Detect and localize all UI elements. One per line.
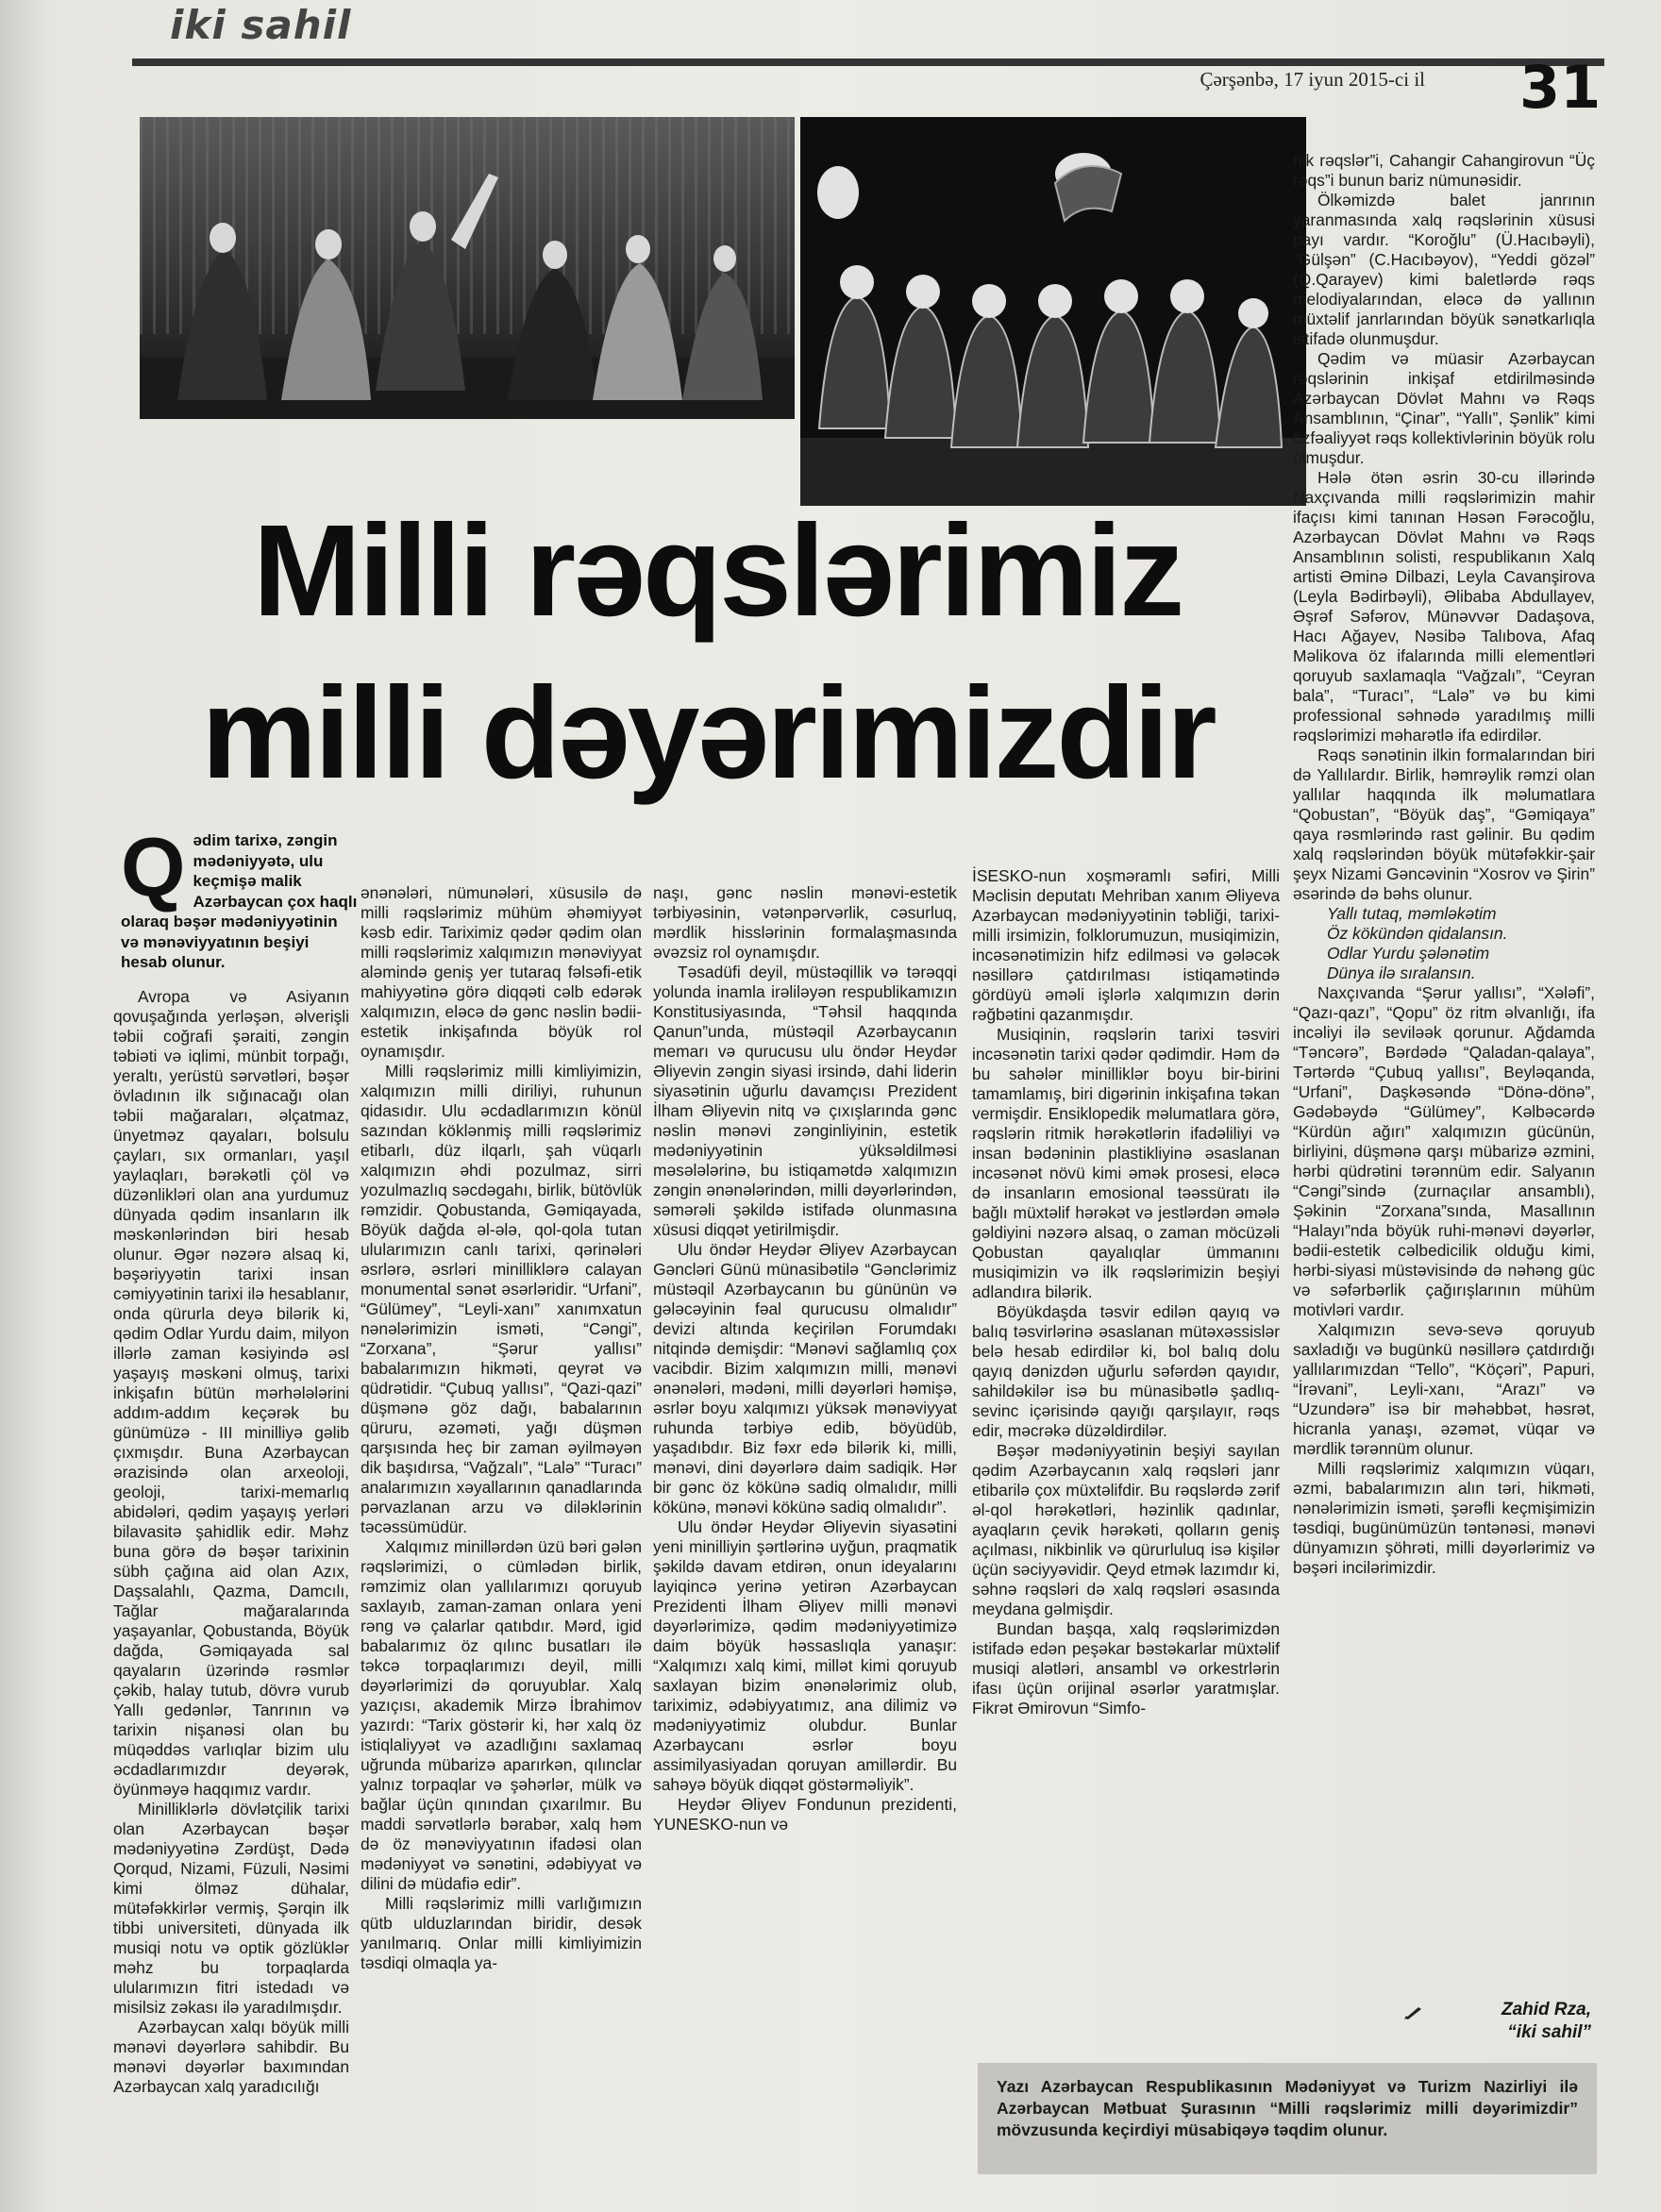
masthead-brand: iki sahil <box>170 2 352 48</box>
paragraph: Minilliklərlə dövlətçilik tarixi olan Azərbaycan bəşər mədəniyyətinə Zərdüşt, Dədə Qorqud, Nizami, Füzuli, Nəsimi kimi ölməz dühalar, mütəfəkkirlər vermiş, Şərqin ilk tibbi universiteti, dünyada ilk musiqi notu və optik gözlüklər məhz bu torpaqlarda ulularımızın fitri istedadı və misilsiz zəkası ilə yaradılmışdır. <box>113 1800 349 2017</box>
paragraph: Bundan başqa, xalq rəqslərimizdən istifadə edən peşəkar bəstəkarlar müxtəlif musiqi alətləri, ansambl və orkestrlərin ifası üçün orijinal əsərlər yaratmışlar. Fikrət Əmirovun “Simfo- <box>972 1619 1280 1718</box>
page-number: 31 <box>1519 53 1602 122</box>
paragraph: Heydər Əliyev Fondunun prezidenti, YUNESKO-nun və <box>653 1795 957 1834</box>
contest-footnote: Yazı Azərbaycan Respublikasının Mədəniyyət və Turizm Nazirliyi ilə Azərbaycan Mətbuat Şurasının “Milli rəqslərimiz milli dəyərimizdir” mövzusunda keçirdiyi müsabiqəyə təqdim olunur. <box>978 2063 1597 2174</box>
paragraph: Xalqımız minillərdən üzü bəri gələn rəqslərimizi, o cümlədən birlik, rəmzimiz olan yallılarımızı qoruyub saxlayıb, zaman-zaman onlara yeni rəng və çalarlar qatıbdır. Mərd, igid babalarımız öz qılınc busatları ilə təkcə torpaqlarımızı deyil, milli dəyərlərimizi də qoruyublar. Xalq yazıçısı, akademik Mirzə İbrahimov yazırdı: “Tarix göstərir ki, hər xalq öz istiqlaliyyət və azadlığını saxlamaq uğrunda mübarizə aparırkən, qılınclar yalnız torpaqlar və şəhərlər, mülk və bağlar üçün qınından çıxarılmır. Bu maddi sərvətlərlə bərabər, xalq həm də öz mənəviyyatının ifadəsi olan mədəniyyət və sənətini, ədəbiyyat və dilini də müdafiə edir”. <box>361 1537 642 1893</box>
paragraph: Hələ ötən əsrin 30-cu illərində Naxçıvanda milli rəqslərimizin mahir ifaçısı kimi tanınan Həsən Fərəcoğlu, Azərbaycan Dövlət Mahnı və Rəqs Ansamblının solisti, respublikanın Xalq artisti Əminə Dilbazi, Leyla Cavanşirova (Leyla Bədirbəyli), Əlibaba Abdullayev, Əşrəf Səfərov, Münəvvər Dadaşova, Hacı Ağayev, Nəsibə Talıbova, Afaq Məlikova öz ifalarında milli elementləri qoruyub saxlamaqla “Vağzalı”, “Ceyran bala”, “Turacı”, “Lalə” və bu kimi professional səhnədə yaradılmış milli rəqslərimizi məharətlə ifa edirdilər. <box>1293 468 1595 745</box>
paragraph: Naxçıvanda “Şərur yallısı”, “Xələfi”, “Qazı-qazı”, “Qopu” öz ritm əlvanlığı, ifa incəliyi ilə seviləək qorunur. Ağdamda “Təncərə”, Bərdədə “Qaladan-qalaya”, Tərtərdə “Çubuq yallısı”, Beyləqanda, “Urfani”, Daşkəsəndə “Dönə-dönə”, Gədəbəydə “Gülümey”, Kəlbəcərdə “Kürdün ağırı” xalqımızın gücünün, birliyini, düşmənə qarşı mübarizə əzmini, hərbi qüdrətini tərənnüm edir. Salyanın “Cəngi”sində (zurnaçılar ansamblı), Şəkinin “Zorxana”sında, Masallının “Halayı”nda böyük ruhi-mənəvi dəyərlər, bədii-estetik cəlbedicilik olduğu kimi, hərbi-siyasi müstəvisində də nəhəng güc və səfərbərlik çağırışlarının mühüm motivləri vardır. <box>1293 983 1595 1319</box>
paragraph: Bəşər mədəniyyətinin beşiyi sayılan qədim Azərbaycanın xalq rəqsləri janr etibarilə çox müxtəlifdir. Bu rəqslərdə zərif əl-qol hərəkətləri, həzinlik qadınlar, ayaqların çevik hərəkəti, qolların geniş açılması, nikbinlik və qürurluluq isə kişilər üçün səciyyəvidir. Qeyd etmək lazımdır ki, səhnə rəqsləri də xalq rəqsləri əsasında meydana gəlmişdir. <box>972 1441 1280 1618</box>
paragraph: İSESKO-nun xoşməramlı səfiri, Milli Məclisin deputatı Mehriban xanım Əliyeva Azərbaycan mədəniyyətinin təbliği, tarixi-milli irsimizin, folklorumuzun, musiqimizin, incəsənətimizin hifz edilməsi və gələcək nəsillərə çatdırılması istiqamətində gördüyü əməli işlərlə xalqımızın dərin rəğbətini qazanmışdır. <box>972 866 1280 1024</box>
paragraph: Ölkəmizdə balet janrının yaranmasında xalq rəqslərinin xüsusi payı vardır. “Koroğlu” (Ü.Hacıbəyli), “Gülşən” (C.Hacıbəyov), “Yeddi gözəl” (Q.Qarayev) kimi baletlərdə rəqs melodiyalarından, eləcə də yallının müxtəlif janrlarından böyük sənətkarlıqla istifadə olunmuşdur. <box>1293 191 1595 348</box>
paragraph: Musiqinin, rəqslərin tarixi təsviri incəsənətin tarixi qədər qədimdir. Həm də bu sahələr minilliklər boyu bir-birini tamamlamış, biri digərinin inkişafına təkan vermişdir. Ensiklopedik məlumatlara görə, rəqslərin ritmik hərəkətlərin ifadəliliyi və insan bədəninin plastikliyinə əsaslanan incəsənət növü kimi əmək prosesi, eləcə də insanların emosional təəssüratı ilə bağlı müxtəlif hərəkət və jestlərdən əmələ gəldiyini nəzərə alsaq, o zaman möcüzəli Qobustan qayalıqlar ümmanını musiqimizin və ilk rəqslərimizin beşiyi adlandıra bilərik. <box>972 1025 1280 1301</box>
verse-line: Öz kökündən qidalansın. <box>1327 924 1508 943</box>
byline-paper: “iki sahil” <box>1507 2022 1591 2042</box>
verse-line: Odlar Yurdu şələnətim <box>1327 944 1490 963</box>
lead-paragraph <box>121 820 359 973</box>
paragraph: ənənələri, nümunələri, xüsusilə də milli rəqslərimiz mühüm əhəmiyyət kəsb edir. Tariximiz qədər qədim olan milli rəqslərimiz xalqımızın mənəviyyat aləmində geniş yer tutaraq fəlsəfi-etik mahiyyətinə görə diqqəti cəlb edərək xalqımızın, eləcə də gənc nəslin bədii-estetik inkişafında böyük rol oynamışdır. <box>361 883 642 1061</box>
paragraph: Rəqs sənətinin ilkin formalarından biri də Yallılardır. Birlik, həmrəylik rəmzi olan yallılar haqqında ilk məlumatlara “Qobustan”, “Böyük daş”, “Gəmiqaya” qaya rəsmlərində rast gəlinir. Bu qədim xalq rəqslərindən böyük mütəfəkkir-şair şeyx Nizami Gəncəvinin “Xosrov və Şirin” əsərində də bəhs olunur. <box>1293 746 1595 903</box>
verse-line: Yallı tutaq, məmləkətim <box>1327 904 1497 923</box>
paragraph: Milli rəqslərimiz milli varlığımızın qütb ulduzlarından biridir, desək yanılmarıq. Onlar milli kimliyimizin təsdiqi olmaqla ya- <box>361 1894 642 1972</box>
paragraph: Avropa və Asiyanın qovuşağında yerləşən, əlverişli təbii coğrafi şəraiti, zəngin təbiəti və iqlimi, münbit torpağı, yeraltı, yerüstü sərvətləri, bəşər övladının ilk sığınacağı olan təbii mağaraları, əlçatmaz, ünyetməz qayaları, bolsulu çayları, sıx ormanları, yaşıl yaylaqları, bərəkətli çöl və düzənlikləri olan ana yurdumuz dünyada qədim insanların ilk məskənlərindən biri hesab olunur. Əgər nəzərə alsaq ki, bəşəriyyətin tarixi insan cəmiyyətinin tarixi ilə hesablanır, onda qürurla deyə bilərik ki, qədim Odlar Yurdu daim, milyon illərlə zaman kəsiyində əsl yaşayış məskəni olmuş, tarixi inkişafın bütün mərhələlərini addım-addım keçərək bu günümüzə - III minilliyə gəlib çıxmışdır. Buna Azərbaycan ərazisində olan arxeoloji, geoloji, tarixi-memarlıq abidələri, qədim yaşayış yerləri bilavasitə şahidlik edir. Məhz buna görə də bəşər tarixinin sübh çağına aid olan Azıx, Daşsalahlı, Qazma, Damcılı, Tağlar mağaralarında yaşayanlar, Qobustanda, Böyük dağda, Gəmiqayada sal qayaların üzərində rəsmlər çəkib, halay tutub, dövrə vurub Yallı gedənlər, Tanrının və tarixin nişanəsi olan bu müqəddəs varlıqlar bizim ulu əcdadlarımızdır deyərək, öyünməyə haqqımız vardır. <box>113 987 349 1799</box>
paragraph: Ulu öndər Heydər Əliyev Azərbaycan Gəncləri Günü münasibətilə “Gənclərimiz müstəqil Azərbaycanın bu gününün və gələcəyinin fəal qurucusu olmalıdır” devizi altında keçirilən Forumdakı nitqində demişdir: “Mənəvi sağlamlıq çox vacibdir. Bizim xalqımızın milli, mənəvi ənənələri, mədəni, milli dəyərləri həmişə, əsrlər boyu xalqımızı yüksək mənəviyyat ruhunda tərbiyə edib, böyüdüb, yaşadıbdır. Biz fəxr edə bilərik ki, milli, mənəvi, dini dəyərlərə daim sadiqik. Hər bir gənc öz kökünə sadiq olmalıdır, milli kökünə, mənəvi kökünə sadiq olmalıdır”. <box>653 1240 957 1517</box>
article-column-2 <box>361 883 642 2186</box>
paragraph: nik rəqslər”i, Cahangir Cahangirovun “Üç rəqs”i bunun bariz nümunəsidir. <box>1293 151 1595 190</box>
lead-text: ədim tarixə, zəngin mədəniyyətə, ulu keçmişə malik Azərbaycan çox haqlı olaraq bəşər mədəniyyətinin və mənəviyyatının beşiyi hesab olunur. <box>121 831 358 971</box>
byline-author: Zahid Rza, <box>1501 2000 1591 2019</box>
article-column-1 <box>113 987 349 2186</box>
headline-line-1: Milli rəqslərimiz <box>252 498 1183 644</box>
paragraph: Azərbaycan xalqı böyük milli mənəvi dəyərlərə sahibdir. Bu mənəvi dəyərlər baxımından Azərbaycan xalq yaradıcılığı <box>113 2018 349 2096</box>
paragraph: Milli rəqslərimiz xalqımızın vüqarı, əzmi, babalarımızın alın təri, hikməti, nənələrimizin isməti, şərəfli keçmişimizin təsdiqi, bugünümüzün təntənəsi, mənəvi dünyamızın şöhrəti, milli dəyərlərimiz və bəşəri incilərimizdir. <box>1293 1459 1595 1577</box>
article-column-5 <box>1293 151 1595 2063</box>
article-column-3 <box>653 883 957 2186</box>
article-column-4 <box>972 866 1280 2053</box>
paragraph: Təsadüfi deyil, müstəqillik və tərəqqi yolunda inamla irəliləyən respublikamızın Konstitusiyasında, “Təhsil haqqında Qanun”unda, müstəqil Azərbaycanın memarı və qurucusu ulu öndər Heydər Əliyevin zəngin siyasi irsində, dahi liderin siyasətinin uğurlu davamçısı Prezident İlham Əliyevin nitq və çıxışlarında gənc nəslin mənəvi zənginliyinin, estetik mədəniyyətinin yüksəldilməsi məsələlərinə, bu istiqamətdə xalqımızın zəngin ənənələrindən, milli dəyərlərindən, səmərəli şəkildə istifadə olunmasına xüsusi diqqət yetirilmişdir. <box>653 963 957 1239</box>
byline <box>1416 1999 1591 2044</box>
dance-ensemble-men-photo <box>800 117 1306 506</box>
dropcap: Q <box>121 820 186 913</box>
masthead-date: Çərşənbə, 17 iyun 2015-ci il <box>1200 68 1425 91</box>
paragraph: Milli rəqslərimiz milli kimliyimizin, xalqımızın milli diriliyi, ruhunun qidasıdır. Ulu əcdadlarımızın könül sazından köklənmiş milli rəqslərimiz etibarlı, düz ilqarlı, şah vüqarlı xalqımızın əhdi pozulmaz, sirri yozulmazlıq səcdəgahı, birlik, bütövlük rəmzidir. Qobustanda, Gəmiqayada, Böyük dağda əl-ələ, qol-qola tutan ulularımızın canlı tarixi, qərinələri əsrlərə, əsrləri minilliklərə calayan monumental sənət əsərləridir. “Urfani”, “Gülümey”, “Leyli-xanı” xanımxatun nənələrimizin isməti, “Cəngi”, “Zorxana”, “Şərur yallısı” babalarımızın hikməti, qeyrət və qüdrətidir. “Çubuq yallısı”, “Qazi-qazi” düşmənə göz dağı, babalarının qüruru, əzəməti, yağı düşmən qarşısında heç bir zaman əyilməyən dik başıdırsa, “Vağzalı”, “Lalə” “Turacı” analarımızın xəyallarının qanadlarında pərvazlanan arzu və diləklərinin təcəssümüdür. <box>361 1062 642 1536</box>
paragraph: Xalqımızın sevə-sevə qoruyub saxladığı və bugünkü nəsillərə çatdırdığı yallılarımızdan “Tello”, “Köçəri”, Papuri, “İrəvani”, Leyli-xanı, “Arazı” və “Uzundərə” isə bir məhəbbət, həsrət, hicranla yanaşı, əzəmət, vüqar və mərdlik tərənnüm olunur. <box>1293 1320 1595 1458</box>
dance-ensemble-women-photo <box>140 117 795 419</box>
masthead-rule <box>132 59 1604 66</box>
headline-line-2: milli dəyərimizdir <box>201 661 1215 806</box>
paragraph: naşı, gənc nəslin mənəvi-estetik tərbiyəsinin, vətənpərvərlik, cəsurluq, mərdlik hisslərinin formalaşmasında əvəzsiz rol oynamışdır. <box>653 883 957 962</box>
paragraph: Qədim və müasir Azərbaycan rəqslərinin inkişaf etdirilməsində Azərbaycan Dövlət Mahnı və Rəqs Ansamblının, “Çinar”, “Yallı”, Şənlik” kimi özfəaliyyət rəqs kollektivlərinin böyük rolu olmuşdur. <box>1293 349 1595 467</box>
paragraph: Ulu öndər Heydər Əliyevin siyasətini yeni minilliyin şərtlərinə uyğun, praqmatik şəkildə davam etdirən, onun ideyalarını layiqincə yerinə yetirən Azərbaycan Prezidenti İlham Əliyev milli mənəvi dəyərlərimizə, qədim mədəniyyətimizə daim böyük həssaslıqla yanaşır: “Xalqımızı xalq kimi, millət kimi qoruyub saxlayan bizim ənənələrimiz olub, tariximiz, ədəbiyyatımız, ana dilimiz və mədəniyyətimiz olubdur. Bunlar Azərbaycanı əsrlər boyu assimilyasiyadan qoruyan amillərdir. Bu sahəyə böyük diqqət göstərməliyik”. <box>653 1517 957 1794</box>
verse-line: Dünya ilə sıralansın. <box>1327 964 1476 982</box>
paragraph: Böyükdaşda təsvir edilən qayıq və balıq təsvirlərinə əsaslanan mütəxəssislər belə hesab edirdilər ki, bol balıq dolu qayıq dənizdən uğurlu səfərdən qayıdır, sahildəkilər isə bu münasibətlə şadlıq-sevinc içərisində qayığı qarşılayır, rəqs edir, məcrəkə düzəldirdilər. <box>972 1302 1280 1440</box>
